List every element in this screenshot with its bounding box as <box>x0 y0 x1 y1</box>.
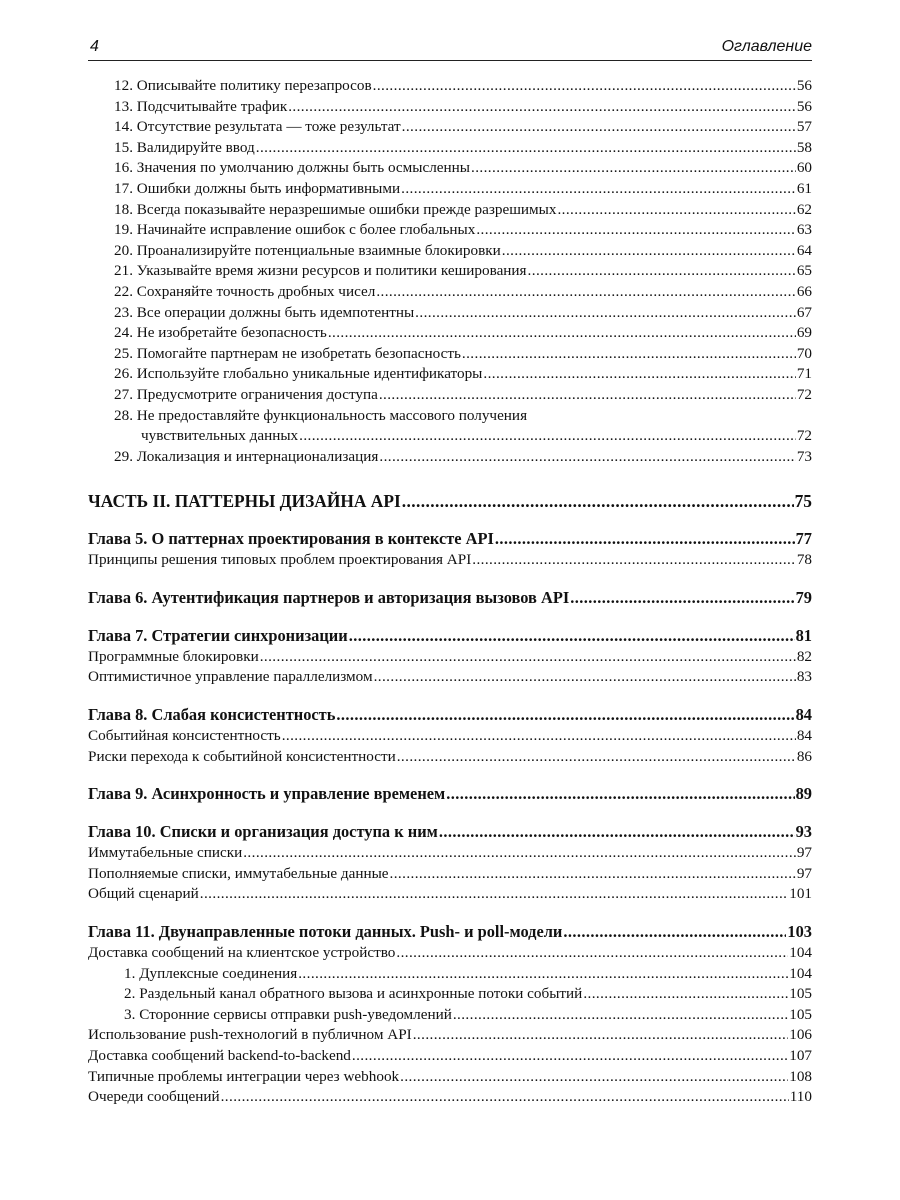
leader-dots <box>288 97 796 118</box>
toc-entry-13[interactable] <box>88 97 812 118</box>
toc-entry-page: 82 <box>796 647 812 665</box>
leader-dots <box>563 921 786 943</box>
leader-dots <box>376 282 795 303</box>
toc-entry-12[interactable] <box>88 76 812 97</box>
leader-dots <box>352 1046 788 1067</box>
toc-entry-page: 93 <box>795 822 812 842</box>
toc-chapter-6[interactable] <box>88 587 812 609</box>
toc-entry-page: 108 <box>789 1067 812 1085</box>
leader-dots <box>453 1005 788 1026</box>
toc-section[interactable] <box>88 843 812 864</box>
toc-entry-page: 61 <box>796 179 812 197</box>
toc-entry-page: 105 <box>789 985 812 1003</box>
toc-entry-page: 104 <box>789 944 812 962</box>
leader-dots <box>570 587 794 609</box>
toc-entry-page: 57 <box>796 118 812 136</box>
toc-entry-page: 63 <box>796 221 812 239</box>
leader-dots <box>472 550 796 571</box>
toc-section[interactable] <box>88 667 812 688</box>
toc-entry-20[interactable] <box>88 241 812 262</box>
leader-dots <box>282 726 796 747</box>
leader-dots <box>396 943 788 964</box>
toc-section[interactable] <box>88 1067 812 1088</box>
toc-entry-title: Глава 8. Слабая консистентность <box>88 705 336 725</box>
toc-entry-22[interactable] <box>88 282 812 303</box>
toc-entry-title: 3. Сторонние сервисы отправки push-уведомлений <box>124 1005 452 1023</box>
toc-entry-page: 67 <box>796 303 812 321</box>
toc-entry-title: 17. Ошибки должны быть информативными <box>114 179 401 197</box>
toc-entry-title: Иммутабельные списки <box>88 844 243 862</box>
leader-dots <box>221 1087 789 1108</box>
leader-dots <box>298 964 788 985</box>
toc-entry-title: ЧАСТЬ II. ПАТТЕРНЫ ДИЗАЙНА API <box>88 491 401 512</box>
toc-entry-title: 18. Всегда показывайте неразрешимые ошибки прежде разрешимых <box>114 200 557 218</box>
toc-entry-page: 58 <box>796 138 812 156</box>
toc-entry-title: 25. Помогайте партнерам не изобретать безопасность <box>114 344 461 362</box>
toc-entry-title: Глава 6. Аутентификация партнеров и авторизация вызовов API <box>88 587 570 607</box>
toc-entry-page: 77 <box>795 529 812 549</box>
toc-chapter-5[interactable] <box>88 528 812 550</box>
toc-entry-page: 62 <box>796 200 812 218</box>
toc-entry-page: 97 <box>796 864 812 882</box>
toc-entry-page: 105 <box>789 1005 812 1023</box>
leader-dots <box>401 179 796 200</box>
toc-entry-14[interactable] <box>88 117 812 138</box>
toc-chapter-7[interactable] <box>88 625 812 647</box>
toc-entry-18[interactable] <box>88 200 812 221</box>
toc-subsection[interactable] <box>88 1005 812 1026</box>
toc-entry-title: чувствительных данных <box>141 427 299 445</box>
toc-entry-21[interactable] <box>88 261 812 282</box>
toc-entry-page: 110 <box>789 1088 812 1106</box>
toc-entry-15[interactable] <box>88 138 812 159</box>
leader-dots <box>476 220 795 241</box>
toc-entry-page: 75 <box>794 491 812 512</box>
leader-dots <box>502 241 796 262</box>
toc-entry-page: 60 <box>796 159 812 177</box>
toc-entry-title: 1. Дуплексные соединения <box>124 964 298 982</box>
toc-entry-title: 23. Все операции должны быть идемпотентны <box>114 303 415 321</box>
page-number: 4 <box>90 38 99 55</box>
toc-entry-title: Очереди сообщений <box>88 1088 220 1106</box>
leader-dots <box>260 647 796 668</box>
toc-entry-page: 89 <box>795 784 812 804</box>
toc-entry-title: Риски перехода к событийной консистентности <box>88 747 396 765</box>
toc-entry-page: 64 <box>796 241 812 259</box>
toc-entry-title: Общий сценарий <box>88 885 199 903</box>
toc-entry-page: 101 <box>789 885 812 903</box>
leader-dots <box>528 261 796 282</box>
toc-entry-24[interactable] <box>88 323 812 344</box>
toc-entry-title: 22. Сохраняйте точность дробных чисел <box>114 282 376 300</box>
toc-entry-title: Программные блокировки <box>88 647 259 665</box>
toc-entry-title: Глава 7. Стратегии синхронизации <box>88 625 348 645</box>
toc-entry-page: 84 <box>795 705 812 725</box>
toc-entry-title: Доставка сообщений backend-to-backend <box>88 1047 351 1064</box>
leader-dots <box>400 1067 788 1088</box>
toc-entry-title: 2. Раздельный канал обратного вызова и асинхронные потоки событий <box>124 985 583 1003</box>
toc-entry-page: 104 <box>789 964 812 982</box>
leader-dots <box>557 200 795 221</box>
toc-entry-29[interactable] <box>88 447 812 468</box>
leader-dots <box>200 884 788 905</box>
leader-dots <box>373 76 796 97</box>
toc-section[interactable] <box>88 550 812 571</box>
toc-entry-page: 70 <box>796 344 812 362</box>
toc-entry-title: 15. Валидируйте ввод <box>114 138 255 156</box>
leader-dots <box>495 528 795 550</box>
toc-part-2[interactable] <box>88 489 812 513</box>
toc-entry-page: 86 <box>796 747 812 765</box>
leader-dots <box>583 984 788 1005</box>
toc-entry-page: 56 <box>796 97 812 115</box>
leader-dots <box>402 117 796 138</box>
toc-section[interactable] <box>88 1046 812 1067</box>
toc-entry-page: 84 <box>796 727 812 745</box>
toc-entry-title: Использование push-технологий в публичном API <box>88 1026 412 1044</box>
toc-entry-title: 21. Указывайте время жизни ресурсов и политики кеширования <box>114 262 527 280</box>
leader-dots <box>243 843 796 864</box>
toc-entry-page: 66 <box>796 282 812 300</box>
toc-section[interactable] <box>88 884 812 905</box>
toc-entry-page: 72 <box>796 427 812 445</box>
leader-dots <box>413 1025 788 1046</box>
toc-entry-page: 56 <box>796 77 812 94</box>
toc-entry-title: Пополняемые списки, иммутабельные данные <box>88 864 389 882</box>
toc-entry-page: 73 <box>796 447 812 465</box>
leader-dots <box>336 704 794 726</box>
leader-dots <box>374 667 796 688</box>
running-title: Оглавление <box>721 38 812 55</box>
table-of-contents <box>88 76 812 1108</box>
toc-section[interactable] <box>88 864 812 885</box>
toc-entry-page: 69 <box>796 324 812 342</box>
toc-entry-19[interactable] <box>88 220 812 241</box>
toc-entry-page: 107 <box>789 1047 812 1064</box>
toc-entry-title: 19. Начинайте исправление ошибок с более глобальных <box>114 221 476 239</box>
toc-entry-page: 79 <box>795 587 812 607</box>
leader-dots <box>299 426 796 447</box>
toc-entry-28[interactable] <box>88 426 812 447</box>
toc-entry-title: Доставка сообщений на клиентское устройство <box>88 944 396 962</box>
toc-chapter-8[interactable] <box>88 704 812 726</box>
leader-dots <box>471 158 796 179</box>
toc-entry-16[interactable] <box>88 158 812 179</box>
toc-entry-title: Глава 10. Списки и организация доступа к ним <box>88 822 438 842</box>
toc-subsection[interactable] <box>88 984 812 1005</box>
leader-dots <box>390 864 796 885</box>
leader-dots <box>415 303 796 324</box>
leader-dots <box>379 447 795 468</box>
toc-entry-title: Глава 9. Асинхронность и управление временем <box>88 784 446 804</box>
toc-section[interactable] <box>88 647 812 668</box>
toc-entry-23[interactable] <box>88 303 812 324</box>
leader-dots <box>328 323 796 344</box>
running-header <box>88 36 812 61</box>
toc-entry-title: 14. Отсутствие результата — тоже результат <box>114 118 401 136</box>
toc-entry-page: 97 <box>796 844 812 862</box>
toc-entry-26[interactable] <box>88 364 812 385</box>
toc-entry-title: 29. Локализация и интернационализация <box>114 447 379 465</box>
toc-chapter-9[interactable] <box>88 783 812 805</box>
toc-section[interactable] <box>88 943 812 964</box>
toc-section[interactable] <box>88 1087 812 1108</box>
toc-entry-28-line1[interactable]: 28. Не предоставляйте функциональность массового получения <box>114 406 528 424</box>
toc-chapter-11[interactable] <box>88 921 812 943</box>
toc-entry-title: Принципы решения типовых проблем проектирования API <box>88 551 472 569</box>
toc-section[interactable] <box>88 747 812 768</box>
toc-entry-title: Глава 5. О паттернах проектирования в контексте API <box>88 529 494 549</box>
toc-subsection[interactable] <box>88 964 812 985</box>
leader-dots <box>446 783 794 805</box>
leader-dots <box>483 364 795 385</box>
toc-entry-page: 78 <box>796 551 812 569</box>
toc-entry-17[interactable] <box>88 179 812 200</box>
toc-entry-page: 81 <box>795 625 812 645</box>
toc-entry-title: Оптимистичное управление параллелизмом <box>88 668 373 686</box>
toc-entry-title: 13. Подсчитывайте трафик <box>114 97 288 115</box>
leader-dots <box>397 747 796 768</box>
leader-dots <box>439 821 795 843</box>
leader-dots <box>402 489 794 513</box>
toc-section[interactable] <box>88 726 812 747</box>
toc-entry-title: 12. Описывайте политику перезапросов <box>114 77 372 94</box>
toc-entry-27[interactable] <box>88 385 812 406</box>
toc-entry-25[interactable] <box>88 344 812 365</box>
toc-section[interactable] <box>88 1025 812 1046</box>
toc-entry-title: 16. Значения по умолчанию должны быть осмысленны <box>114 159 471 177</box>
leader-dots <box>349 625 795 647</box>
toc-entry-page: 83 <box>796 668 812 686</box>
toc-entry-page: 103 <box>787 922 812 942</box>
toc-entry-title: 26. Используйте глобально уникальные идентификаторы <box>114 365 483 383</box>
leader-dots <box>462 344 796 365</box>
toc-entry-page: 106 <box>789 1026 812 1044</box>
toc-entry-title: 20. Проанализируйте потенциальные взаимные блокировки <box>114 241 501 259</box>
toc-entry-page: 72 <box>796 385 812 403</box>
toc-entry-title: Глава 11. Двунаправленные потоки данных. Push- и poll-модели <box>88 922 563 942</box>
toc-chapter-10[interactable] <box>88 821 812 843</box>
toc-entry-page: 71 <box>796 365 812 383</box>
toc-entry-page: 65 <box>796 262 812 280</box>
toc-entry-title: 27. Предусмотрите ограничения доступа <box>114 385 378 403</box>
toc-entry-title: 24. Не изобретайте безопасность <box>114 324 327 342</box>
leader-dots <box>256 138 796 159</box>
toc-entry-title: Типичные проблемы интеграции через webhook <box>88 1067 400 1085</box>
toc-entry-title: Событийная консистентность <box>88 727 281 745</box>
leader-dots <box>379 385 796 406</box>
